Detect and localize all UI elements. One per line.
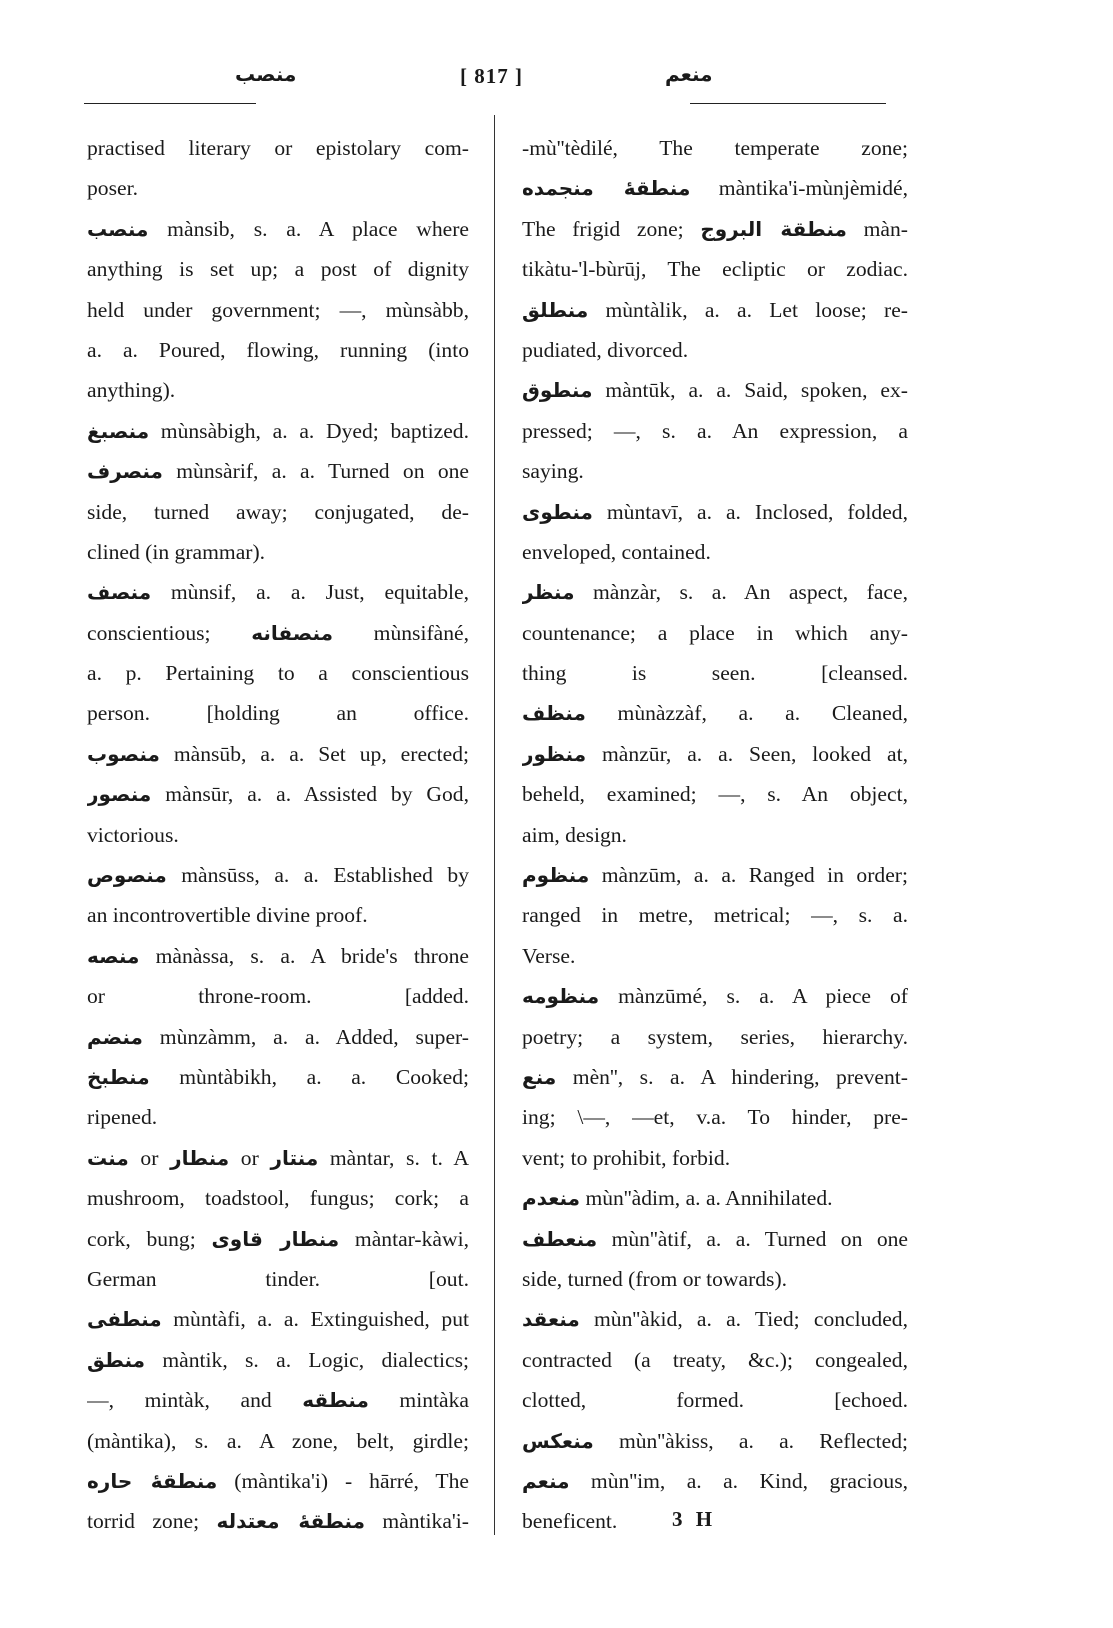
text-line: منعقد mùn''àkid, a. a. Tied; concluded,	[522, 1307, 908, 1332]
text-line: (màntika), s. a. A zone, belt, girdle;	[87, 1428, 469, 1453]
text-line: pressed; —, s. a. An expression, a	[522, 418, 908, 443]
text-line: ing; \—, —et, v.a. To hinder, pre-	[522, 1105, 908, 1130]
text-line: منطقهٔ منجمده màntika'i-mùnjèmidé,	[522, 176, 908, 201]
left-column	[87, 128, 469, 1542]
text-line: enveloped, contained.	[522, 539, 711, 564]
header-right-word: منعم	[665, 62, 713, 86]
text-line: منطوی mùntavī, a. a. Inclosed, folded,	[522, 499, 908, 524]
text-line: an incontrovertible divine proof.	[87, 903, 368, 928]
text-line: منصرف mùnsàrif, a. a. Turned on one	[87, 459, 469, 484]
text-line: saying.	[522, 459, 584, 484]
text-line: held under government; —, mùnsàbb,	[87, 297, 469, 322]
text-line: منطفی mùntàfi, a. a. Extinguished, put	[87, 1307, 469, 1332]
text-line: thing is seen. [cleansed.	[522, 661, 908, 686]
text-line: منصبغ mùnsàbigh, a. a. Dyed; baptized.	[87, 418, 469, 443]
text-line: منطوق màntūk, a. a. Said, spoken, ex-	[522, 378, 908, 403]
text-line: منعدم mùn''àdim, a. a. Annihilated.	[522, 1186, 833, 1211]
text-line: منعطف mùn''àtif, a. a. Turned on one	[522, 1226, 908, 1251]
text-line: منت or منطار or منتار màntar, s. t. A	[87, 1145, 469, 1170]
text-line: منطبخ mùntàbikh, a. a. Cooked;	[87, 1064, 469, 1089]
text-line: منظر mànzàr, s. a. An aspect, face,	[522, 580, 908, 605]
text-line: mushroom, toadstool, fungus; cork; a	[87, 1186, 469, 1211]
text-line: vent; to prohibit, forbid.	[522, 1145, 731, 1170]
text-line: منصب mànsib, s. a. A place where	[87, 216, 469, 241]
text-line: anything is set up; a post of dignity	[87, 257, 469, 282]
column-divider	[494, 115, 495, 1535]
text-line: Verse.	[522, 943, 576, 968]
text-line: poetry; a system, series, hierarchy.	[522, 1024, 908, 1049]
text-line: contracted (a treaty, &c.); congealed,	[522, 1347, 908, 1372]
text-line: ripened.	[87, 1105, 158, 1130]
text-line: countenance; a place in which any-	[522, 620, 908, 645]
text-line: منظف mùnàzzàf, a. a. Cleaned,	[522, 701, 908, 726]
text-line: side, turned away; conjugated, de-	[87, 499, 469, 524]
text-line: منظور mànzūr, a. a. Seen, looked at,	[522, 741, 908, 766]
text-line: clined (in grammar).	[87, 539, 266, 564]
page-number: [ 817 ]	[460, 64, 523, 88]
text-line: aim, design.	[522, 822, 627, 847]
text-line: منطقهٔ حاره (màntika'i) - hārré, The	[87, 1468, 469, 1493]
text-line: torrid zone; منطقهٔ معتدله màntika'i-	[87, 1509, 469, 1534]
text-line: منع mèn'', s. a. A hindering, prevent-	[522, 1064, 908, 1089]
text-line: practised literary or epistolary com-	[87, 136, 469, 160]
header-left-word: منصب	[235, 62, 297, 86]
text-line: منصف mùnsif, a. a. Just, equitable,	[87, 580, 469, 605]
text-line: conscientious; منصفانه mùnsifàné,	[87, 620, 469, 645]
text-line: German tinder. [out.	[87, 1266, 469, 1291]
text-line: منصور mànsūr, a. a. Assisted by God,	[87, 782, 469, 807]
text-line: منطلق mùntàlik, a. a. Let loose; re-	[522, 297, 908, 322]
text-line: beheld, examined; —, s. An object,	[522, 782, 908, 807]
text-line: منصوب mànsūb, a. a. Set up, erected;	[87, 741, 469, 766]
text-line: a. a. Poured, flowing, running (into	[87, 337, 469, 362]
text-line: victorious.	[87, 822, 179, 847]
right-column	[522, 128, 908, 1542]
text-line: beneficent.	[522, 1509, 618, 1534]
text-line: —, mintàk, and منطقه mintàka	[87, 1388, 469, 1413]
page-header	[80, 62, 1030, 106]
text-line: منظومه mànzūmé, s. a. A piece of	[522, 984, 908, 1009]
text-line: The frigid zone; منطقة البروج màn-	[522, 216, 908, 241]
text-line: poser.	[87, 176, 138, 201]
text-line: منضم mùnzàmm, a. a. Added, super-	[87, 1024, 469, 1049]
text-line: tikàtu-'l-bùrūj, The ecliptic or zodiac.	[522, 257, 908, 282]
text-line: منطق màntik, s. a. Logic, dialectics;	[87, 1347, 469, 1372]
text-line: or throne-room. [added.	[87, 984, 469, 1009]
text-line: clotted, formed. [echoed.	[522, 1388, 908, 1413]
text-line: ranged in metre, metrical; —, s. a.	[522, 903, 908, 928]
signature-mark: 3 H	[672, 1507, 717, 1531]
text-line: person. [holding an office.	[87, 701, 469, 726]
text-line: -mù''tèdilé, The temperate zone;	[522, 136, 908, 160]
text-line: cork, bung; منطار قاوی màntar-kàwi,	[87, 1226, 469, 1251]
text-line: منصوص mànsūss, a. a. Established by	[87, 863, 469, 888]
header-rule-right	[690, 103, 886, 104]
text-line: منعكس mùn''àkiss, a. a. Reflected;	[522, 1428, 908, 1453]
text-line: a. p. Pertaining to a conscientious	[87, 661, 469, 686]
text-line: منظوم mànzūm, a. a. Ranged in order;	[522, 863, 908, 888]
header-rule-left	[84, 103, 256, 104]
text-line: pudiated, divorced.	[522, 337, 689, 362]
text-line: anything).	[87, 378, 176, 403]
text-line: منعم mùn''im, a. a. Kind, gracious,	[522, 1468, 908, 1493]
text-line: منصه mànàssa, s. a. A bride's throne	[87, 943, 469, 968]
text-line: side, turned (from or towards).	[522, 1266, 788, 1291]
